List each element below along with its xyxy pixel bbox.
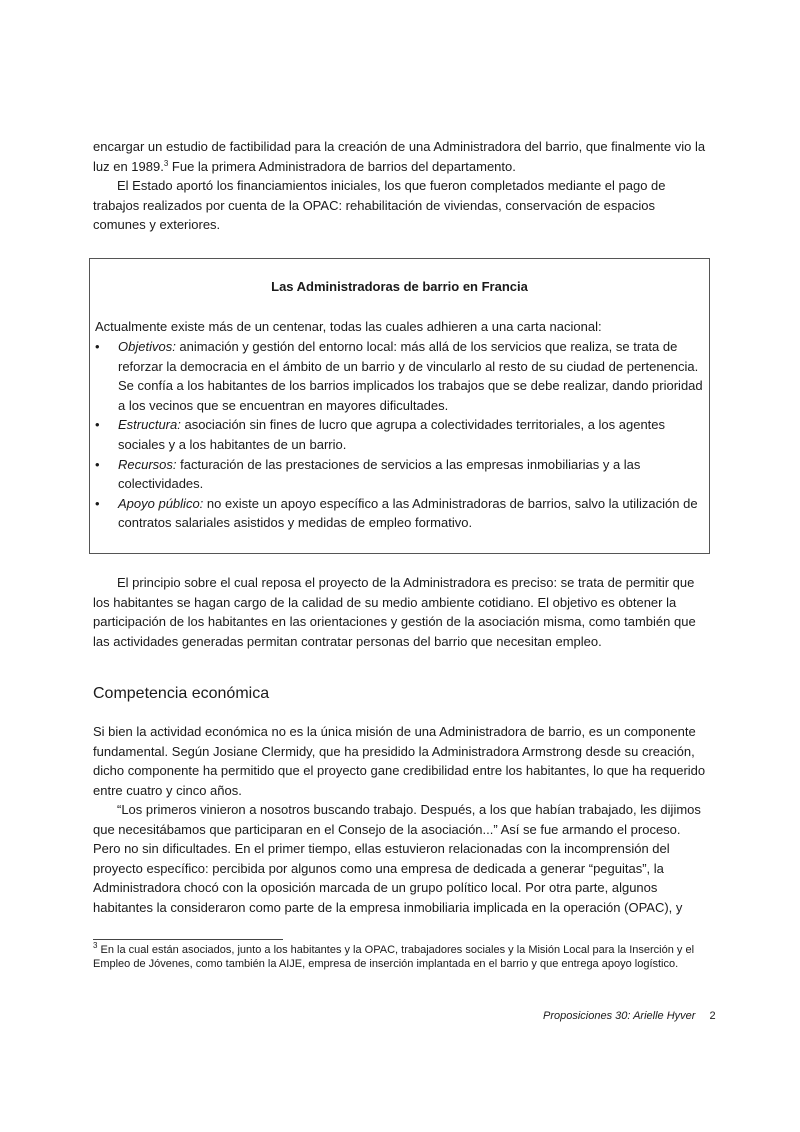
bullet-icon: • [95, 495, 100, 511]
bullet-icon: • [95, 417, 100, 433]
info-box-intro: Actualmente existe más de un centenar, todas las cuales adhieren a una carta nacional: [95, 319, 602, 334]
footnote-divider [93, 939, 283, 940]
list-item-text: asociación sin fines de lucro que agrupa a colectividades territoriales, a los agentes sociales y a los habitantes de un barrio. [118, 417, 666, 452]
page-number: 2 [709, 1010, 716, 1022]
footnote-number: 3 [93, 941, 98, 950]
paragraph-1-text-a: encargar un estudio de factibilidad para la creación de una Administradora del barrio, que finalmente vio la luz en 1989. [93, 139, 706, 174]
list-item-term: Apoyo público: [118, 495, 204, 511]
list-item-text: no existe un apoyo específico a las Administradoras de barrios, salvo la utilización de contratos salariales asistidos y medidas de empleo formativo. [118, 495, 698, 531]
info-box-title: Las Administradoras de barrio en Francia [271, 279, 528, 294]
footer-source: Proposiciones 30: Arielle Hyver [543, 1010, 696, 1022]
footnote-text: En la cual están asociados, junto a los habitantes y la OPAC, trabajadores sociales y la Misión Local para la Inserción y el Empleo de Jóvenes, como también la AIJE, empresa de inserción implantada en el barrio y que entrega apoyo logístico. [93, 944, 695, 970]
list-item-term: Estructura: [118, 417, 181, 433]
list-item-estructura [95, 415, 705, 454]
footnote-reference[interactable]: 3 [163, 158, 169, 168]
list-item-text: facturación de las prestaciones de servicios a las empresas inmobiliarias y a las colectividades. [118, 456, 641, 492]
page-footer [543, 1010, 716, 1022]
paragraph-5: “Los primeros vinieron a nosotros buscando trabajo. Después, a los que habían trabajado, les dijimos que necesitábamos que participaran en el Consejo de la asociación...” Así se fue armando el proceso. Pero no sin dificultades. En el primer tiempo, ellas estuvieron relacionadas con la incomprensión del proyecto específico: percibida por algunos como una empresa de dedicada a generar “peguitas”, la Administradora chocó con la oposición marcada de un grupo político local. Por otra parte, algunos habitantes la consideraron como parte de la empresa inmobiliaria implicada en la operación (OPAC), y [93, 802, 701, 915]
list-item-text: animación y gestión del entorno local: más allá de los servicios que realiza, se trata de reforzar la democracia en el ámbito de un barrio y de vincularlo al resto de su ciudad de pertenencia. Se confía a los habitantes de los barrios implicados los trabajos que se debe realizar, dando prioridad a los vecinos que se encuentran en mayores dificultades. [118, 339, 703, 413]
list-item-term: Recursos: [118, 456, 177, 472]
list-item-recursos [95, 455, 705, 494]
list-item-term: Objetivos: [118, 339, 176, 354]
bullet-icon: • [95, 339, 100, 354]
paragraph-3: El principio sobre el cual reposa el proyecto de la Administradora es preciso: se trata de permitir que los habitantes se hagan cargo de la calidad de su medio ambiente cotidiano. El objetivo es obtener la participación de los habitantes en las orientaciones y gestión de la asociación misma, como también que las actividades generadas permitan contratar personas del barrio que necesitan empleo. [93, 575, 696, 649]
paragraph-1-text-b: Fue la primera Administradora de barrios del departamento. [168, 158, 516, 174]
paragraph-4: Si bien la actividad económica no es la única misión de una Administradora de barrio, es un componente fundamental. Según Josiane Clermidy, que ha presidido la Administradora Armstrong desde su creación, dicho componente ha permitido que el proyecto gane credibilidad entre los habitantes, lo que ha requerido entre cuatro y cinco años. [93, 724, 706, 798]
list-item-objetivos [95, 337, 705, 415]
info-box [89, 258, 710, 554]
footnote [93, 941, 707, 971]
section-heading: Competencia económica [93, 685, 270, 702]
list-item-apoyo-publico [95, 494, 705, 533]
paragraph-2: El Estado aportó los financiamientos iniciales, los que fueron completados mediante el pago de trabajos realizados por cuenta de la OPAC: rehabilitación de viviendas, conservación de espacios comunes y exteriores. [93, 178, 666, 233]
paragraph-1 [93, 137, 707, 176]
bullet-icon: • [95, 456, 100, 472]
info-box-list [95, 337, 705, 533]
